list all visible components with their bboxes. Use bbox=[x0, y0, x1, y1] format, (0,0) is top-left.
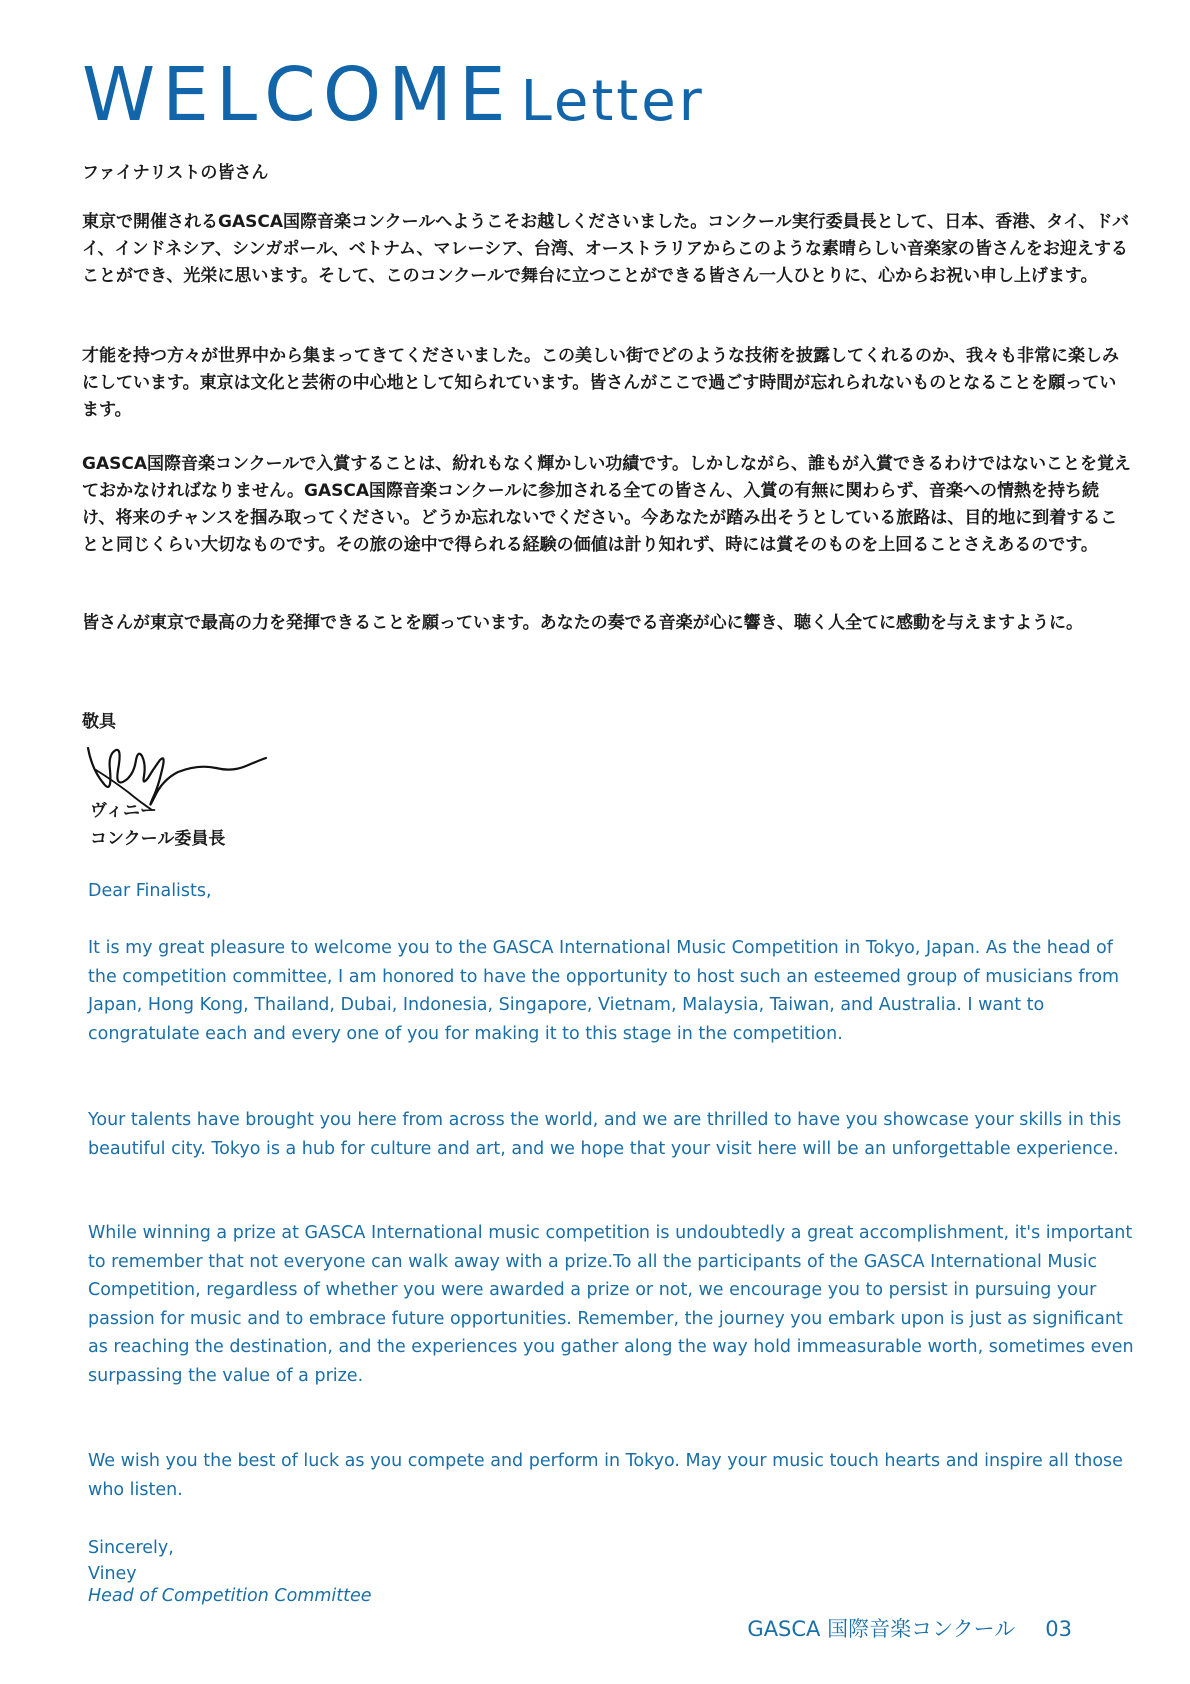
en-paragraph-4 bbox=[88, 1447, 1138, 1504]
en-signer-role: Head of Competition Committee bbox=[88, 1585, 372, 1606]
page-title bbox=[82, 52, 705, 138]
footer-title: GASCA 国際音楽コンクール bbox=[747, 1617, 1016, 1641]
jp-closing: 敬具 bbox=[82, 712, 116, 732]
en-paragraph-text: Your talents have brought you here from across the world, and we are thrilled to have you showcase your skills in this beautiful city. Tokyo is a hub for culture and art, and we hope that your visit here will be an unforgettable experience. bbox=[88, 1110, 1122, 1159]
jp-paragraph-3 bbox=[82, 451, 1132, 559]
en-paragraph-3 bbox=[88, 1219, 1138, 1390]
title-main: WELCOME bbox=[82, 52, 513, 138]
jp-paragraph-2 bbox=[82, 343, 1132, 424]
en-paragraph-text: It is my great pleasure to welcome you to the GASCA International Music Competition in Tokyo, Japan. As the head of the competition committee, I am honored to have the opportunity to host such an esteemed group of musicians from Japan, Hong Kong, Thailand, Dubai, Indonesia, Singapore, Vietnam, Malaysia, Taiwan, and Australia. I want to congratulate each and every one of you for making it to this stage in the competition. bbox=[88, 938, 1120, 1044]
jp-signer-role: コンクール委員長 bbox=[90, 829, 226, 849]
en-closing: Sincerely, bbox=[88, 1538, 174, 1558]
jp-paragraph-1 bbox=[82, 209, 1132, 290]
en-paragraph-2 bbox=[88, 1106, 1138, 1163]
en-paragraph-1 bbox=[88, 934, 1138, 1048]
en-salutation: Dear Finalists, bbox=[88, 881, 212, 901]
jp-signer-name: ヴィニー bbox=[90, 801, 157, 821]
en-paragraph-text: We wish you the best of luck as you compete and perform in Tokyo. May your music touch hearts and inspire all those who listen. bbox=[88, 1451, 1123, 1500]
jp-signer bbox=[90, 797, 225, 853]
en-signoff bbox=[88, 1534, 1138, 1607]
page-footer bbox=[747, 1613, 1072, 1643]
jp-paragraph-4 bbox=[82, 610, 1132, 637]
page-number: 03 bbox=[1045, 1617, 1072, 1641]
jp-paragraph-text: 才能を持つ方々が世界中から集まってきてくださいました。この美しい街でどのような技術を披露してくれるのか、我々も非常に楽しみにしています。東京は文化と芸術の中心地として知られています。皆さんがここで過ごす時間が忘れられないものとなることを願っています。 bbox=[82, 346, 1119, 420]
jp-salutation: ファイナリストの皆さん bbox=[82, 163, 269, 183]
jp-paragraph-text: GASCA国際音楽コンクールで入賞することは、紛れもなく輝かしい功績です。しかしながら、誰もが入賞できるわけではないことを覚えておかなければなりません。GASCA国際音楽コンクールに参加される全ての皆さん、入賞の有無に関わらず、音楽への情熱を持ち続け、将来のチャンスを掴み取ってください。どうか忘れないでください。今あなたが踏み出そうとしている旅路は、目的地に到着することと同じくらい大切なものです。その旅の途中で得られる経験の価値は計り知れず、時には賞そのものを上回ることさえあるのです。 bbox=[82, 454, 1131, 555]
en-paragraph-text: While winning a prize at GASCA International music competition is undoubtedly a great accomplishment, it's important to remember that not everyone can walk away with a prize.To all the participants of the GASCA International Music Competition, regardless of whether you were awarded a prize or not, we encourage you to persist in pursuing your passion for music and to embrace future opportunities. Remember, the journey you embark upon is just as significant as reaching the destination, and the experiences you gather along the way hold immeasurable worth, sometimes even surpassing the value of a prize. bbox=[88, 1223, 1134, 1386]
jp-paragraph-text: 東京で開催されるGASCA国際音楽コンクールへようこそお越しくださいました。コンクール実行委員長として、日本、香港、タイ、ドバイ、インドネシア、シンガポール、ベトナム、マレーシア、台湾、オーストラリアからこのような素晴らしい音楽家の皆さんをお迎えすることができ、光栄に思います。そして、このコンクールで舞台に立つことができる皆さん一人ひとりに、心からお祝い申し上げます。 bbox=[82, 212, 1130, 286]
jp-paragraph-text: 皆さんが東京で最高の力を発揮できることを願っています。あなたの奏でる音楽が心に響き、聴く人全てに感動を与えますように。 bbox=[82, 613, 1083, 633]
title-sub: Letter bbox=[520, 69, 705, 134]
en-signer-name: Viney bbox=[88, 1563, 137, 1584]
